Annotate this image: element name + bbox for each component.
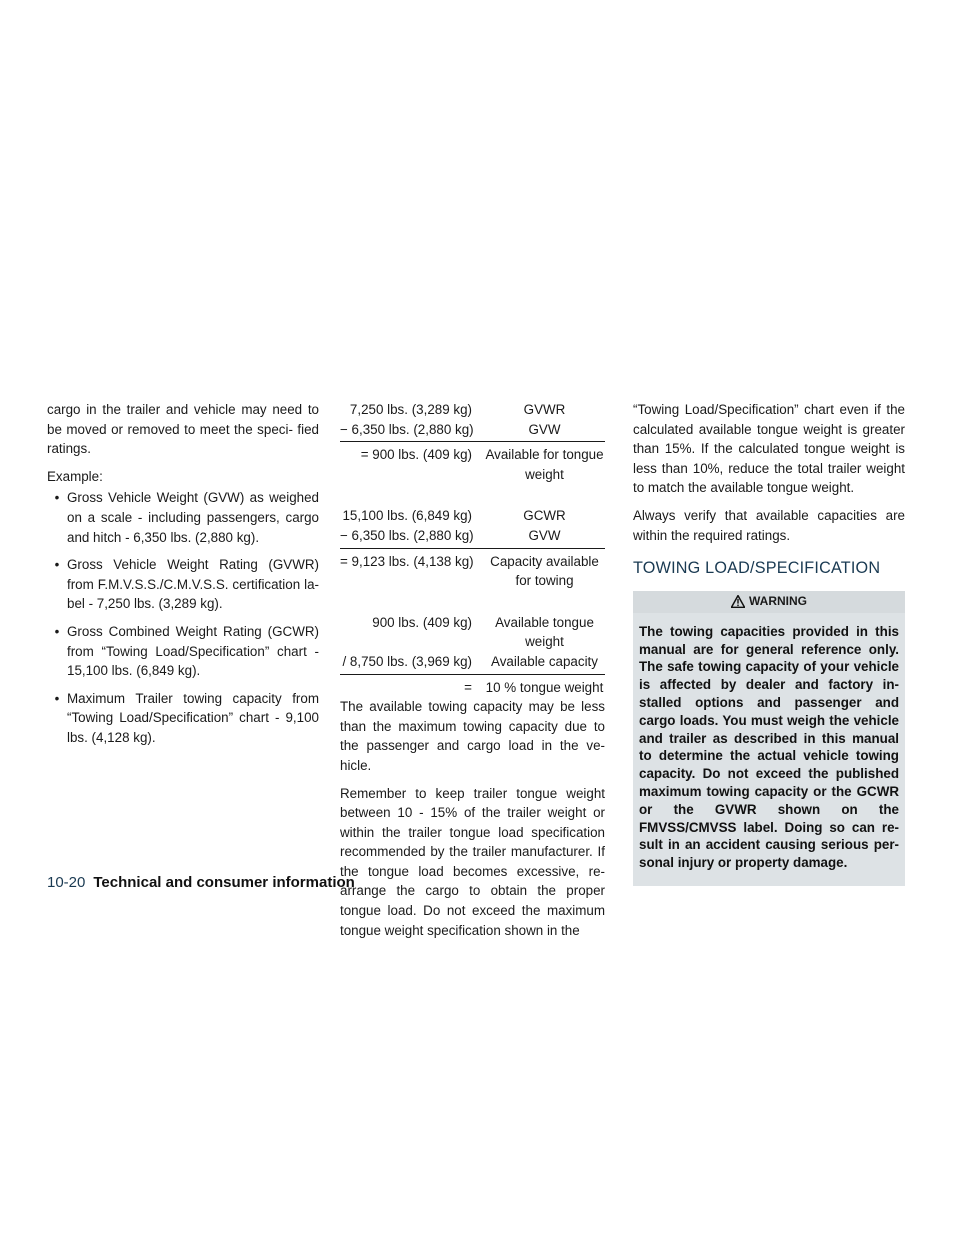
calc-row-result bbox=[340, 552, 605, 591]
calc-value: = 900 lbs. (409 kg) bbox=[360, 447, 472, 463]
intro-paragraph: cargo in the trailer and vehicle may need to be moved or removed to meet the speci- fied ratings. bbox=[47, 402, 319, 457]
list-item-text: Gross Combined Weight Rating (GCWR) from “Towing Load/Specification” chart - 15,100 lbs. (6,849 kg). bbox=[67, 623, 319, 679]
verify-paragraph: Always verify that available capacities are within the required ratings. bbox=[633, 507, 905, 543]
list-item-text: Gross Vehicle Weight (GVW) as weighed on a scale - including passengers, cargo and hitch - 6,350 lbs. (2,880 kg). bbox=[67, 490, 319, 545]
list-item-text: Maximum Trailer towing capacity from “Towing Load/Specification” chart - 9,100 lbs. (4,128 kg). bbox=[67, 690, 319, 745]
calc-value: 7,250 lbs. (3,289 kg) bbox=[349, 402, 472, 417]
column-right bbox=[633, 400, 905, 886]
calc-value: − 6,350 lbs. (2,880 kg) bbox=[340, 527, 474, 543]
calc-value: = bbox=[464, 679, 472, 695]
column-left bbox=[47, 400, 319, 748]
calc-value: − 6,350 lbs. (2,880 kg) bbox=[340, 421, 474, 437]
calc-label: Available tongue weight bbox=[495, 614, 594, 650]
calc-row bbox=[340, 652, 605, 675]
calc-label: Capacity available for towing bbox=[490, 553, 599, 589]
calc-row-result bbox=[340, 678, 605, 698]
capacity-paragraph: The available towing capacity may be less than the maximum towing capacity due to the passenger and cargo load in the ve- hicle. bbox=[340, 699, 605, 773]
calc-value: 900 lbs. (409 kg) bbox=[372, 614, 472, 630]
calc-value: 15,100 lbs. (6,849 kg) bbox=[342, 508, 472, 524]
warning-triangle-icon bbox=[731, 595, 745, 608]
tongue-weight-paragraph: Remember to keep trailer tongue weight between 10 - 15% of the trailer weight or within the trailer tongue load specification recommended by the trailer manufacturer. If the tongue load becomes excessive, re- arrange the cargo to obtain the proper tongue load. Do not exceed the maximum tongue weight specification shown in the bbox=[340, 785, 605, 938]
list-item: • Gross Combined Weight Rating (GCWR) from “Towing Load/Specification” chart - 15,100 lbs. (6,849 kg). bbox=[47, 622, 319, 681]
column-middle bbox=[340, 400, 605, 940]
calc-row-result bbox=[340, 445, 605, 484]
page-footer bbox=[47, 874, 355, 891]
calc-label: GVW bbox=[528, 527, 561, 543]
calc-row bbox=[340, 420, 605, 443]
warning-box bbox=[633, 591, 905, 886]
list-item: • Gross Vehicle Weight (GVW) as weighed on a scale - including passengers, cargo and hitch - 6,350 lbs. (2,880 kg). bbox=[47, 488, 319, 547]
list-item: • Gross Vehicle Weight Rating (GVWR) from F.M.V.S.S./C.M.V.S.S. certification la- bel - 7,250 lbs. (3,289 kg). bbox=[47, 555, 319, 614]
calc-tongue-weight bbox=[340, 400, 605, 484]
warning-text: The towing capacities provided in this manual are for general reference only. The safe towing capacity of your vehicle is affected by dealer and factory in- stalled options and passenger and cargo loads. You must weigh the vehicle and trailer as described in this manual to determine the actual vehicle towing capacity. Do not exceed the published maximum towing capacity or the GCWR or the GVWR shown on the FMVSS/CMVSS label. Doing so can re- sult in an accident causing serious per- sonal injury or property damage. bbox=[639, 623, 899, 871]
warning-header bbox=[633, 591, 905, 613]
calc-row bbox=[340, 526, 605, 549]
list-item: • Maximum Trailer towing capacity from “Towing Load/Specification” chart - 9,100 lbs. (4,128 kg). bbox=[47, 689, 319, 748]
chapter-title: Technical and consumer information bbox=[93, 874, 355, 891]
calc-value: / 8,750 lbs. (3,969 kg) bbox=[342, 653, 472, 669]
continuation-paragraph: “Towing Load/Specification” chart even if the calculated available tongue weight is greater than 15%. If the calculated tongue weight is less than 10%, reduce the total trailer weight to match the available tongue weight. bbox=[633, 402, 905, 496]
calc-towing-capacity bbox=[340, 506, 605, 590]
calc-label: GVWR bbox=[523, 402, 566, 417]
list-item-text: Gross Vehicle Weight Rating (GVWR) from F.M.V.S.S./C.M.V.S.S. certification la- bel - 7,250 lbs. (3,289 kg). bbox=[67, 557, 319, 612]
calc-tongue-percentage bbox=[340, 613, 605, 697]
calc-label: GCWR bbox=[523, 508, 566, 524]
calc-label: GVW bbox=[528, 421, 561, 437]
page-number: 10-20 bbox=[47, 874, 86, 891]
example-label: Example: bbox=[47, 468, 103, 484]
calc-row bbox=[340, 506, 605, 526]
warning-label: WARNING bbox=[749, 593, 807, 608]
calc-row bbox=[340, 400, 605, 420]
calc-label: 10 % tongue weight bbox=[485, 679, 604, 695]
calc-row bbox=[340, 613, 605, 652]
calc-value: = 9,123 lbs. (4,138 kg) bbox=[340, 553, 474, 569]
section-title: TOWING LOAD/SPECIFICATION bbox=[633, 559, 881, 578]
calc-label: Available capacity bbox=[491, 653, 598, 669]
calc-label: Available for tongue weight bbox=[485, 447, 604, 482]
